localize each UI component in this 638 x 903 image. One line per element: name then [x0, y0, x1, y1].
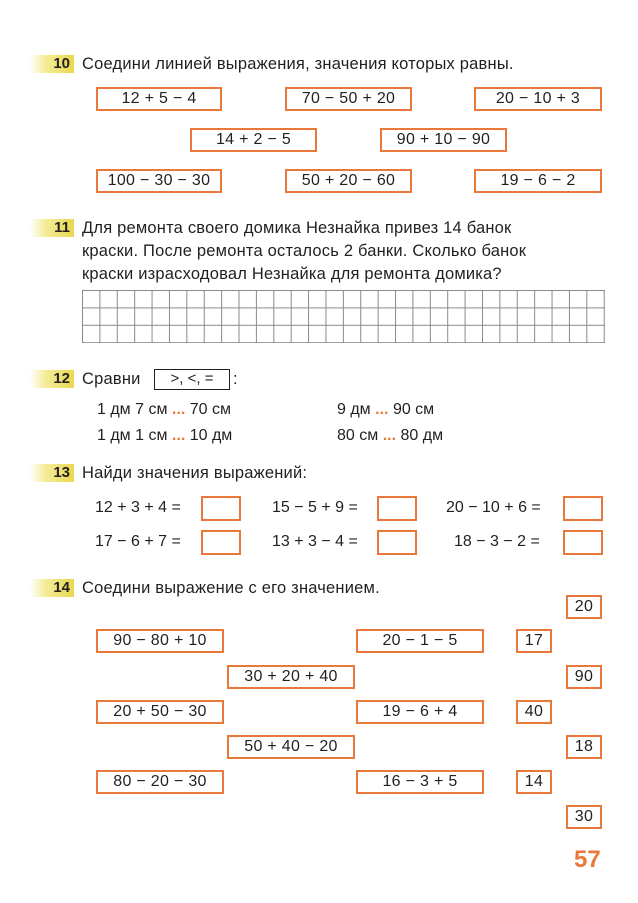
- task-13-badge: 13: [30, 464, 74, 482]
- compare-row: [337, 401, 434, 419]
- task-11-badge: 11: [30, 219, 74, 237]
- task-11-line-1: Для ремонта своего домика Незнайка привез 14 банок: [82, 219, 512, 237]
- compare-left-value: 1 дм 7 см: [97, 401, 168, 418]
- compare-row: [337, 427, 443, 445]
- expression-box[interactable]: 90 + 10 − 90: [380, 128, 507, 152]
- compare-blank[interactable]: ...: [375, 401, 389, 418]
- answer-box[interactable]: [201, 530, 241, 555]
- expression: 18 − 3 − 2 =: [454, 533, 540, 550]
- answer-box[interactable]: [563, 530, 603, 555]
- expression-box[interactable]: 90 − 80 + 10: [96, 629, 224, 653]
- colon: :: [233, 370, 238, 388]
- task-12-badge: 12: [30, 370, 74, 388]
- expression-box[interactable]: 50 + 20 − 60: [285, 169, 412, 193]
- compare-blank[interactable]: ...: [171, 401, 186, 418]
- task-14-badge: 14: [30, 579, 74, 597]
- answer-grid[interactable]: [82, 290, 605, 343]
- answer-box[interactable]: [201, 496, 241, 521]
- task-14-instruction: Соедини выражение с его значением.: [82, 579, 380, 597]
- task-11-line-2: краски. После ремонта осталось 2 банки. Сколько банок: [82, 242, 527, 260]
- answer-box[interactable]: [377, 496, 417, 521]
- expression-box[interactable]: 14 + 2 − 5: [190, 128, 317, 152]
- expression-box[interactable]: 16 − 3 + 5: [356, 770, 484, 794]
- expression: 12 + 3 + 4 =: [95, 499, 181, 516]
- expression: 20 − 10 + 6 =: [446, 499, 541, 516]
- page-number: 57: [574, 846, 601, 873]
- task-12-label: Сравни: [82, 370, 141, 388]
- expression-box[interactable]: 12 + 5 − 4: [96, 87, 222, 111]
- expression-box[interactable]: 30 + 20 + 40: [227, 665, 355, 689]
- expression: 13 + 3 − 4 =: [272, 533, 358, 550]
- answer-box[interactable]: [377, 530, 417, 555]
- expression-box[interactable]: 20 + 50 − 30: [96, 700, 224, 724]
- compare-right-value: 10 дм: [189, 427, 233, 444]
- expression-box[interactable]: 20 − 10 + 3: [474, 87, 602, 111]
- compare-right-value: 70 см: [189, 401, 231, 418]
- task-10-instruction: Соедини линией выражения, значения которых равны.: [82, 55, 514, 73]
- compare-left-value: 9 дм: [337, 401, 371, 418]
- value-box-inner[interactable]: 17: [516, 629, 552, 653]
- expression-box[interactable]: 70 − 50 + 20: [285, 87, 412, 111]
- value-box-outer[interactable]: 20: [566, 595, 602, 619]
- expression: 15 − 5 + 9 =: [272, 499, 358, 516]
- value-box-inner[interactable]: 40: [516, 700, 552, 724]
- value-box-outer[interactable]: 90: [566, 665, 602, 689]
- compare-row: [97, 427, 232, 445]
- expression-box[interactable]: 80 − 20 − 30: [96, 770, 224, 794]
- compare-signs-box: >, <, =: [154, 369, 230, 390]
- compare-left-value: 1 дм 1 см: [97, 427, 168, 444]
- task-10-badge: 10: [30, 55, 74, 73]
- expression: 17 − 6 + 7 =: [95, 533, 181, 550]
- task-11-line-3: краски израсходовал Незнайка для ремонта домика?: [82, 265, 502, 283]
- expression-box[interactable]: 20 − 1 − 5: [356, 629, 484, 653]
- value-box-outer[interactable]: 18: [566, 735, 602, 759]
- value-box-inner[interactable]: 14: [516, 770, 552, 794]
- compare-row: [97, 401, 231, 419]
- expression-box[interactable]: 50 + 40 − 20: [227, 735, 355, 759]
- expression-box[interactable]: 100 − 30 − 30: [96, 169, 222, 193]
- answer-box[interactable]: [563, 496, 603, 521]
- expression-box[interactable]: 19 − 6 + 4: [356, 700, 484, 724]
- compare-blank[interactable]: ...: [382, 427, 397, 444]
- compare-right-value: 80 дм: [400, 427, 444, 444]
- compare-blank[interactable]: ...: [171, 427, 186, 444]
- value-box-outer[interactable]: 30: [566, 805, 602, 829]
- expression-box[interactable]: 19 − 6 − 2: [474, 169, 602, 193]
- task-13-instruction: Найди значения выражений:: [82, 464, 308, 482]
- compare-left-value: 80 см: [337, 427, 379, 444]
- compare-right-value: 90 см: [392, 401, 435, 418]
